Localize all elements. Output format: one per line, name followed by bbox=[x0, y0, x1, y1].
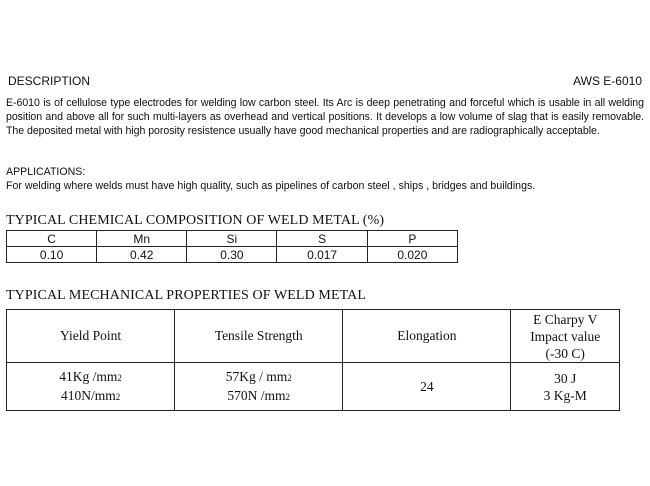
unit-exponent: 2 bbox=[115, 391, 121, 402]
chem-value-s: 0.017 bbox=[277, 247, 367, 263]
chem-header-si: Si bbox=[187, 231, 277, 247]
unit-exponent: 2 bbox=[285, 391, 291, 402]
mech-header-yield: Yield Point bbox=[7, 310, 175, 363]
unit-exponent: 2 bbox=[117, 372, 122, 383]
chemical-composition-title: TYPICAL CHEMICAL COMPOSITION OF WELD METAL (%) bbox=[6, 213, 385, 228]
chem-header-c: C bbox=[7, 231, 97, 247]
charpy-header-line2: Impact value bbox=[530, 328, 601, 344]
chem-header-s: S bbox=[277, 231, 367, 247]
mechanical-header-row bbox=[7, 310, 620, 363]
chemical-composition-table bbox=[6, 230, 458, 263]
chemical-header-row bbox=[7, 231, 458, 247]
mechanical-properties-title: TYPICAL MECHANICAL PROPERTIES OF WELD METAL bbox=[6, 288, 366, 303]
description-text: E-6010 is of cellulose type electrodes for welding low carbon steel. Its Arc is deep penetrating and forceful which is usable in all welding position and above all for such multi-layers as overhead and vertical positions. It develops a low volume of slag that is easily removable. The deposited metal with high porosity resistence usually have good mechanical properties and are radiographically acceptable. bbox=[6, 97, 644, 138]
charpy-header-line1: E Charpy V bbox=[533, 311, 598, 327]
chem-header-p: P bbox=[367, 231, 457, 247]
unit-exponent: 2 bbox=[287, 372, 292, 383]
description-label: DESCRIPTION bbox=[8, 74, 91, 88]
aws-classification: AWS E-6010 bbox=[573, 74, 642, 88]
chem-value-p: 0.020 bbox=[367, 247, 457, 263]
mech-header-tensile: Tensile Strength bbox=[175, 310, 343, 363]
mechanical-properties-table bbox=[6, 309, 620, 411]
charpy-kgm-value: 3 Kg-M bbox=[543, 387, 587, 403]
charpy-header-line3: (-30 C) bbox=[545, 345, 585, 361]
chemical-value-row bbox=[7, 247, 458, 263]
mech-value-yield bbox=[7, 363, 175, 411]
mech-value-elongation: 24 bbox=[343, 363, 511, 411]
chem-header-mn: Mn bbox=[97, 231, 187, 247]
yield-kg-value: 41Kg /mm2 bbox=[59, 368, 122, 384]
mechanical-value-row bbox=[7, 363, 620, 411]
chem-value-c: 0.10 bbox=[7, 247, 97, 263]
tensile-n-value: 570N /mm2 bbox=[227, 387, 291, 403]
chem-value-mn: 0.42 bbox=[97, 247, 187, 263]
yield-n-value: 410N/mm2 bbox=[60, 387, 121, 403]
tensile-kg-value: 57Kg / mm2 bbox=[225, 368, 292, 384]
chem-value-si: 0.30 bbox=[187, 247, 277, 263]
mech-header-elongation: Elongation bbox=[343, 310, 511, 363]
charpy-joule-value: 30 J bbox=[554, 370, 577, 386]
mech-header-charpy bbox=[511, 310, 620, 363]
applications-text: For welding where welds must have high quality, such as pipelines of carbon steel , ships , bridges and buildings. bbox=[6, 180, 536, 192]
mech-value-tensile bbox=[175, 363, 343, 411]
mech-value-charpy bbox=[511, 363, 620, 411]
applications-label: APPLICATIONS: bbox=[6, 166, 86, 178]
